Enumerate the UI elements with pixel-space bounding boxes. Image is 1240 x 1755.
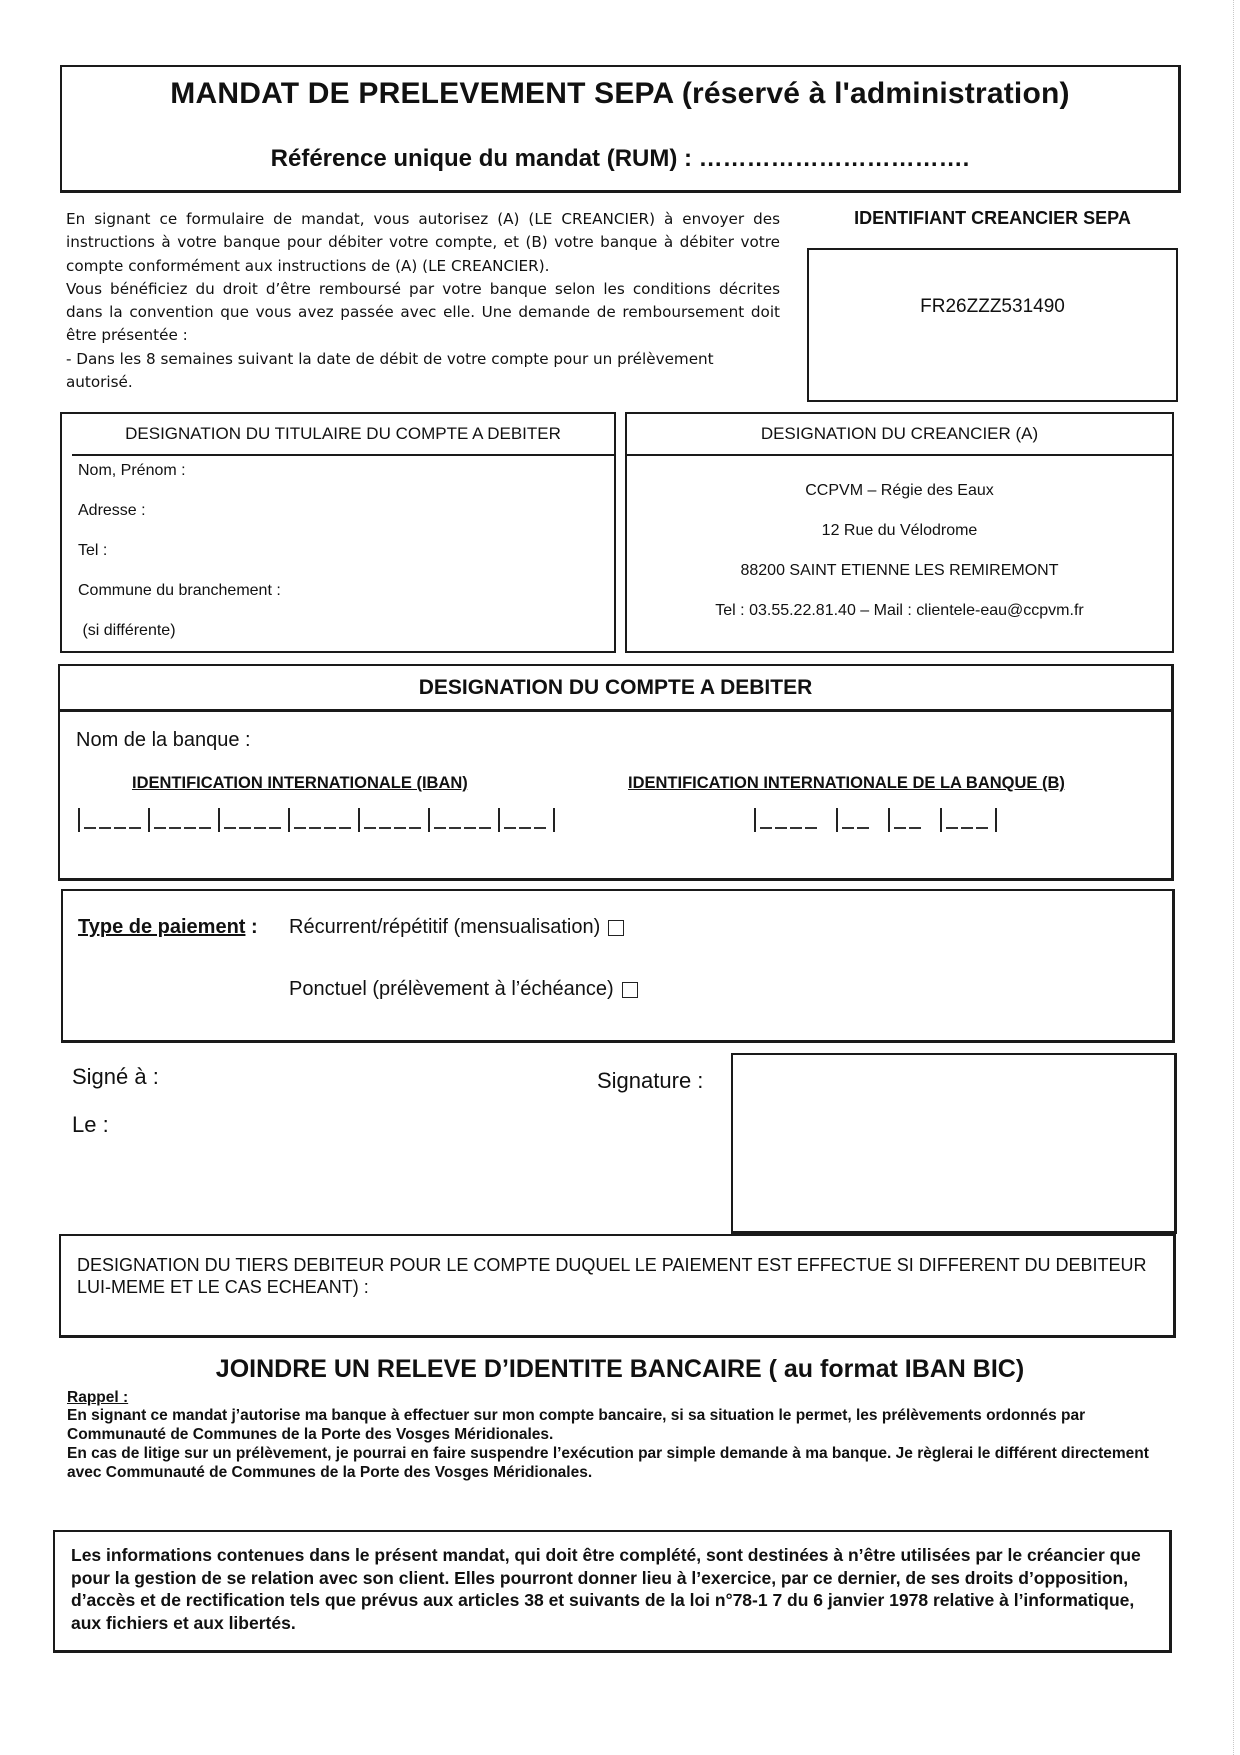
bic-char-slot[interactable] (894, 827, 906, 829)
connection-commune-field[interactable]: Commune du branchement : (78, 582, 281, 599)
payment-type-label-colon: : (245, 916, 258, 938)
bic-group-4[interactable] (940, 808, 997, 832)
signature-box[interactable] (731, 1053, 1177, 1234)
third-party-debtor-label: DESIGNATION DU TIERS DEBITEUR POUR LE COMPTE DUQUEL LE PAIEMENT EST EFFECTUE SI DIFFERENT DU DEBITEUR LUI-MEME ET LE CAS ECHEANT) : (77, 1255, 1147, 1297)
address-field[interactable]: Adresse : (78, 502, 146, 519)
account-holder-title: DESIGNATION DU TITULAIRE DU COMPTE A DEBITER (72, 414, 614, 456)
iban-label: IDENTIFICATION INTERNATIONALE (IBAN) (132, 774, 468, 792)
privacy-notice-box (53, 1530, 1172, 1653)
iban-char-slot[interactable] (504, 827, 516, 829)
iban-group-2[interactable] (148, 808, 218, 832)
iban-char-slot[interactable] (464, 827, 476, 829)
payment-option-recurrent[interactable] (289, 916, 624, 939)
iban-group-5[interactable] (358, 808, 428, 832)
iban-char-slot[interactable] (534, 827, 546, 829)
intro-paragraph: Vous bénéficiez du droit d’être remboursé par votre banque selon les conditions décrites dans la convention que vous avez passée avec elle. Une demande de remboursement doit être présentée : (66, 279, 780, 345)
signed-at-field[interactable]: Signé à : (72, 1064, 159, 1089)
iban-char-slot[interactable] (199, 827, 211, 829)
iban-group-3[interactable] (218, 808, 288, 832)
iban-char-slot[interactable] (114, 827, 126, 829)
iban-char-slot[interactable] (239, 827, 251, 829)
iban-char-slot[interactable] (84, 827, 96, 829)
page-title: MANDAT DE PRELEVEMENT SEPA (réservé à l'administration) (170, 77, 1070, 110)
iban-group-6[interactable] (428, 808, 498, 832)
scan-artifact-line (1233, 0, 1234, 1755)
bic-char-slot[interactable] (976, 827, 988, 829)
bic-group-2[interactable] (836, 808, 876, 832)
creditor-id-box (807, 248, 1178, 402)
iban-group-1[interactable] (78, 808, 148, 832)
iban-char-slot[interactable] (394, 827, 406, 829)
iban-char-slot[interactable] (309, 827, 321, 829)
iban-char-slot[interactable] (479, 827, 491, 829)
iban-char-slot[interactable] (364, 827, 376, 829)
iban-char-slot[interactable] (154, 827, 166, 829)
iban-char-slot[interactable] (254, 827, 266, 829)
bic-char-slot[interactable] (775, 827, 787, 829)
bic-char-slot[interactable] (760, 827, 772, 829)
date-field[interactable]: Le : (72, 1112, 109, 1137)
payment-option-oneoff[interactable] (289, 978, 638, 1001)
iban-group-7[interactable] (498, 808, 555, 832)
iban-char-slot[interactable] (129, 827, 141, 829)
privacy-notice-text: Les informations contenues dans le présent mandat, qui doit être complété, sont destinées à n’être utilisées par le créancier que pour la gestion de se relation avec son client. Elles pourront donner lieu à l’exercice, par ce dernier, de ses droits d’opposition, d’accès et de rectification tels que prévus aux articles 38 et suivants de la loi n°78-1 7 du 6 janvier 1978 relative à l’informatique, aux fichiers et aux libertés. (71, 1545, 1141, 1633)
iban-char-slot[interactable] (449, 827, 461, 829)
iban-char-slot[interactable] (324, 827, 336, 829)
iban-char-slot[interactable] (434, 827, 446, 829)
payment-type-label (78, 916, 258, 939)
bic-char-slot[interactable] (909, 827, 921, 829)
creditor-title: DESIGNATION DU CREANCIER (A) (627, 414, 1172, 456)
bic-group-1[interactable] (754, 808, 824, 832)
payment-type-label-text: Type de paiement (78, 916, 246, 938)
reminder-paragraph: En cas de litige sur un prélèvement, je pourrai en faire suspendre l’exécution par simple demande à ma banque. Je règlerai le différent directement avec Communauté de Communes de la Porte des Vosges Méridionales. (67, 1445, 1149, 1481)
creditor-id-value: FR26ZZZ531490 (920, 296, 1065, 317)
bic-char-slot[interactable] (805, 827, 817, 829)
iban-char-slot[interactable] (224, 827, 236, 829)
payment-option-label: Récurrent/répétitif (mensualisation) (289, 916, 601, 938)
rum-reference-field[interactable]: Référence unique du mandat (RUM) : ……………………………. (270, 145, 970, 172)
payment-type-box (61, 889, 1175, 1043)
reminder-title: Rappel : (67, 1389, 129, 1406)
bic-char-slot[interactable] (857, 827, 869, 829)
intro-paragraph: En signant ce formulaire de mandat, vous autorisez (A) (LE CREANCIER) à envoyer des instructions à votre banque pour débiter votre compte, et (B) votre banque à débiter votre compte conformément aux instructions de (A) (LE CREANCIER). (66, 210, 780, 275)
debit-account-title: DESIGNATION DU COMPTE A DEBITER (60, 666, 1171, 712)
iban-char-slot[interactable] (519, 827, 531, 829)
third-party-debtor-box[interactable] (59, 1234, 1176, 1338)
creditor-contact: Tel : 03.55.22.81.40 – Mail : clientele-eau@ccpvm.fr (715, 602, 1084, 619)
connection-commune-note: (si différente) (78, 622, 176, 639)
attach-rib-title: JOINDRE UN RELEVE D’IDENTITE BANCAIRE ( au format IBAN BIC) (215, 1355, 1025, 1383)
creditor-name: CCPVM – Régie des Eaux (805, 482, 994, 499)
bic-char-slot[interactable] (790, 827, 802, 829)
iban-char-slot[interactable] (379, 827, 391, 829)
bic-char-slot[interactable] (946, 827, 958, 829)
iban-char-slot[interactable] (339, 827, 351, 829)
bic-group-3[interactable] (888, 808, 928, 832)
mandate-header-box (60, 65, 1181, 193)
debit-account-box (58, 664, 1174, 881)
creditor-box (625, 412, 1174, 653)
signature-label: Signature : (597, 1068, 704, 1093)
oneoff-checkbox[interactable] (622, 982, 638, 998)
phone-field[interactable]: Tel : (78, 542, 108, 559)
account-holder-box (60, 412, 616, 653)
creditor-city: 88200 SAINT ETIENNE LES REMIREMONT (740, 562, 1059, 579)
reminder-text (67, 1406, 1167, 1482)
iban-char-slot[interactable] (99, 827, 111, 829)
iban-char-slot[interactable] (184, 827, 196, 829)
iban-char-slot[interactable] (294, 827, 306, 829)
iban-char-slot[interactable] (409, 827, 421, 829)
bank-name-field[interactable]: Nom de la banque : (76, 729, 251, 751)
reminder-paragraph: En signant ce mandat j’autorise ma banque à effectuer sur mon compte bancaire, si sa situation le permet, les prélèvements ordonnés par Communauté de Communes de la Porte des Vosges Méridionales. (67, 1407, 1086, 1443)
iban-char-slot[interactable] (269, 827, 281, 829)
iban-group-4[interactable] (288, 808, 358, 832)
creditor-id-title: IDENTIFIANT CREANCIER SEPA (854, 208, 1131, 228)
iban-input-slots[interactable] (78, 806, 555, 832)
name-field[interactable]: Nom, Prénom : (78, 462, 186, 479)
iban-char-slot[interactable] (169, 827, 181, 829)
bic-label: IDENTIFICATION INTERNATIONALE DE LA BANQUE (B) (628, 774, 1065, 792)
bic-char-slot[interactable] (842, 827, 854, 829)
payment-option-label: Ponctuel (prélèvement à l’échéance) (289, 978, 614, 1000)
bic-input-slots[interactable] (754, 806, 1009, 832)
intro-text (66, 208, 780, 394)
creditor-street: 12 Rue du Vélodrome (821, 522, 978, 539)
bic-char-slot[interactable] (961, 827, 973, 829)
intro-paragraph: - Dans les 8 semaines suivant la date de débit de votre compte pour un prélèvement autorisé. (66, 349, 714, 392)
recurrent-checkbox[interactable] (608, 920, 624, 936)
